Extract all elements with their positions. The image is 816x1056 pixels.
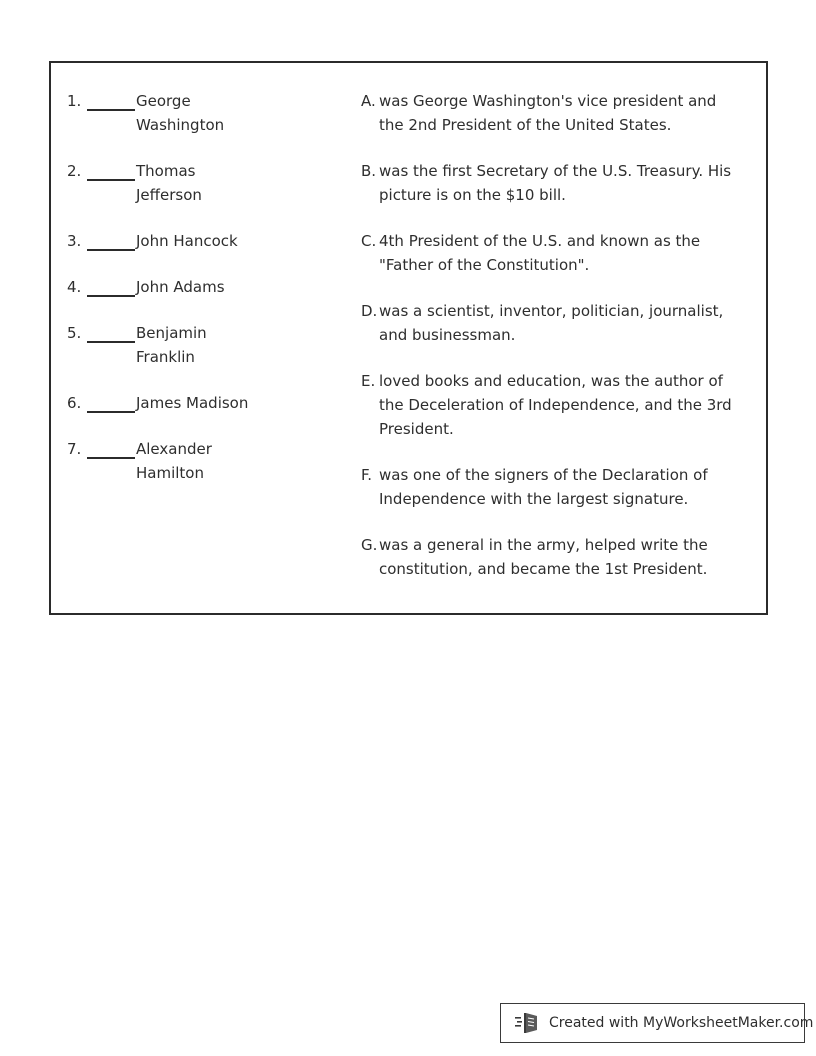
prompt-row [67, 89, 361, 137]
answer-blank-input[interactable] [87, 437, 135, 459]
prompt-number: 4. [67, 278, 82, 296]
worksheet-maker-logo-icon [515, 1011, 541, 1035]
answer-blank-input[interactable] [87, 321, 135, 343]
answer-letter: D. [361, 302, 378, 320]
answer-text: was a scientist, inventor, politician, journalist, and businessman. [379, 302, 724, 344]
answer-blank-input[interactable] [87, 275, 135, 297]
answer-letter: F. [361, 466, 372, 484]
worksheet-columns [51, 63, 766, 613]
prompt-number: 6. [67, 394, 82, 412]
footer-attribution-text: Created with MyWorksheetMaker.com [549, 1015, 814, 1031]
answer-row [361, 89, 741, 137]
prompt-name: Thomas Jefferson [136, 162, 202, 204]
answer-text: loved books and education, was the author of the Deceleration of Independence, and the 3rd President. [379, 372, 732, 438]
prompt-name: George Washington [136, 92, 225, 134]
answer-row [361, 369, 741, 441]
prompt-name: Alexander Hamilton [136, 440, 212, 482]
answer-text: was one of the signers of the Declaration of Independence with the largest signature. [379, 466, 708, 508]
prompt-number: 3. [67, 232, 82, 250]
answer-letter: B. [361, 162, 377, 180]
footer-attribution-badge[interactable] [500, 1003, 814, 1043]
answer-letter: A. [361, 92, 376, 110]
prompt-name: Benjamin Franklin [136, 324, 207, 366]
answer-letter: G. [361, 536, 378, 554]
answer-blank-input[interactable] [87, 159, 135, 181]
answer-text: was a general in the army, helped write the constitution, and became the 1st President. [379, 536, 708, 578]
answer-text: 4th President of the U.S. and known as the "Father of the Constitution". [379, 232, 701, 274]
answer-letter: E. [361, 372, 376, 390]
prompts-column [51, 63, 361, 613]
prompt-number: 1. [67, 92, 82, 110]
answer-blank-input[interactable] [87, 229, 135, 251]
prompt-number: 5. [67, 324, 82, 342]
prompt-row [67, 159, 361, 207]
prompt-row [67, 321, 361, 369]
prompt-number: 7. [67, 440, 82, 458]
prompt-number: 2. [67, 162, 82, 180]
answer-blank-input[interactable] [87, 89, 135, 111]
answer-row [361, 159, 741, 207]
prompt-row [67, 275, 361, 299]
answer-row [361, 229, 741, 277]
answer-blank-input[interactable] [87, 391, 135, 413]
prompt-name: John Hancock [136, 232, 238, 250]
answer-row [361, 463, 741, 511]
answers-column [361, 63, 766, 613]
worksheet-container [49, 61, 768, 615]
answer-text: was George Washington's vice president and the 2nd President of the United States. [379, 92, 717, 134]
answer-row [361, 533, 741, 581]
answer-row [361, 299, 741, 347]
prompt-row [67, 391, 361, 415]
prompt-name: John Adams [136, 278, 225, 296]
answer-text: was the first Secretary of the U.S. Treasury. His picture is on the $10 bill. [379, 162, 732, 204]
prompt-name: James Madison [136, 394, 249, 412]
answer-letter: C. [361, 232, 377, 250]
prompt-row [67, 229, 361, 253]
prompt-row [67, 437, 361, 485]
